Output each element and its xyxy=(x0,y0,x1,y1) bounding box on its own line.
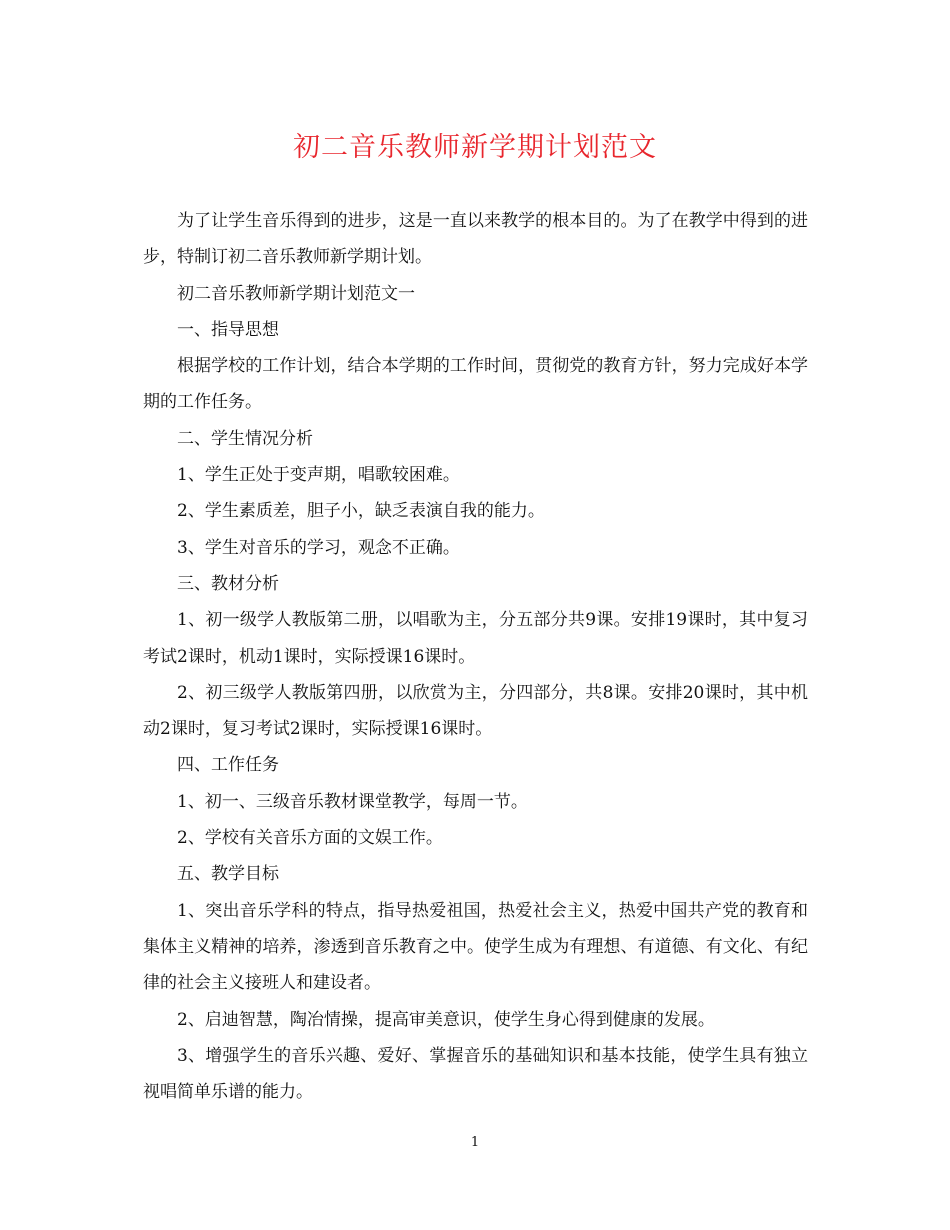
list-item: 2、学生素质差，胆子小，缺乏表演自我的能力。 xyxy=(177,501,545,522)
section-heading-textbook-analysis: 三、教材分析 xyxy=(177,573,279,594)
list-item: 1、突出音乐学科的特点，指导热爱祖国，热爱社会主义，热爱中国共产党的教育和集体主义精神的培养，渗透到音乐教育之中。使学生成为有理想、有道德、有文化、有纪律的社会主义接班人和建设者。 xyxy=(143,900,808,994)
document-title: 初二音乐教师新学期计划范文 xyxy=(293,132,657,163)
list-item: 1、初一、三级音乐教材课堂教学，每周一节。 xyxy=(177,791,528,812)
paragraph-subtitle: 初二音乐教师新学期计划范文一 xyxy=(177,283,415,304)
list-item: 3、增强学生的音乐兴趣、爱好、掌握音乐的基础知识和基本技能，使学生具有独立视唱简单乐谱的能力。 xyxy=(143,1045,808,1103)
section-heading-teaching-goals: 五、教学目标 xyxy=(177,864,279,885)
list-item: 1、学生正处于变声期，唱歌较困难。 xyxy=(177,465,460,486)
list-item: 2、启迪智慧，陶冶情操，提高审美意识，使学生身心得到健康的发展。 xyxy=(177,1009,715,1030)
paragraph: 根据学校的工作计划，结合本学期的工作时间，贯彻党的教育方针，努力完成好本学期的工作任务。 xyxy=(143,356,808,413)
page-number: 1 xyxy=(470,1135,480,1150)
list-item: 2、学校有关音乐方面的文娱工作。 xyxy=(177,828,443,849)
list-item: 3、学生对音乐的学习，观念不正确。 xyxy=(177,537,460,558)
section-heading-work-tasks: 四、工作任务 xyxy=(177,755,279,776)
list-item: 2、初三级学人教版第四册，以欣赏为主，分四部分，共8课。安排20课时，其中机动2课时，复习考试2课时，实际授课16课时。 xyxy=(143,682,808,740)
list-item: 1、初一级学人教版第二册，以唱歌为主，分五部分共9课。安排19课时，其中复习考试2课时，机动1课时，实际授课16课时。 xyxy=(143,610,808,667)
section-heading-guiding-ideology: 一、指导思想 xyxy=(177,319,279,340)
document-body xyxy=(143,203,808,1110)
paragraph-intro: 为了让学生音乐得到的进步，这是一直以来教学的根本目的。为了在教学中得到的进步，特制订初二音乐教师新学期计划。 xyxy=(143,211,808,268)
section-heading-student-analysis: 二、学生情况分析 xyxy=(177,428,313,449)
